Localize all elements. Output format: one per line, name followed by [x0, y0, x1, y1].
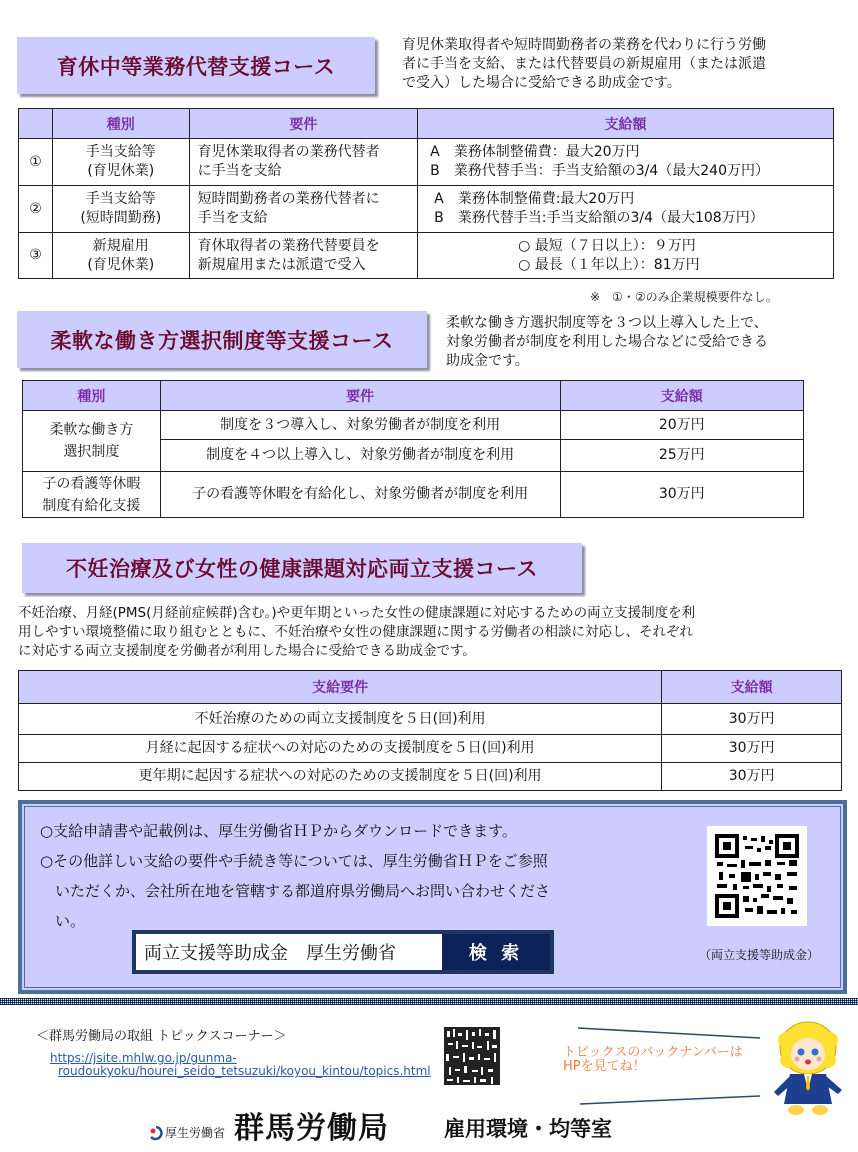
- header-type: 種別: [23, 381, 161, 411]
- mascot-character-icon: [768, 1018, 848, 1120]
- course-description-2: 柔軟な働き方選択制度等を３つ以上導入した上で、 対象労働者が制度を利用した場合などに受給できる 助成金です。: [446, 315, 768, 369]
- header-type: 種別: [52, 109, 189, 139]
- search-input[interactable]: 両立支援等助成金 厚生労働省: [136, 934, 442, 970]
- course-table-3: [18, 670, 842, 791]
- footnote: ※ ①・②のみ企業規模要件なし。: [590, 290, 778, 304]
- topics-heading: ＜群馬労働局の取組 トピックスコーナー＞: [36, 1029, 287, 1044]
- qr-pattern-icon: [707, 826, 807, 926]
- header-amount: 支給額: [418, 109, 834, 139]
- table-row: 制度を４つ以上導入し、対象労働者が制度を利用 25万円: [23, 440, 804, 472]
- header-requirement: 要件: [189, 109, 417, 139]
- course-table-2: [22, 380, 804, 518]
- header-amount: 支給額: [662, 671, 842, 704]
- info-line: いただくか、会社所在地を管轄する都道府県労働局へお問い合わせくださ: [40, 882, 551, 900]
- topics-link[interactable]: https://jsite.mhlw.go.jp/gunma- roudoukyoku/hourei_seido_tetsuzuki/koyou_kintou/topics.html: [50, 1051, 431, 1078]
- header-requirement: 支給要件: [19, 671, 662, 704]
- table-row: 不妊治療のための両立支援制度を５日(回)利用 30万円: [19, 704, 842, 735]
- course-table-1: [18, 108, 834, 279]
- info-box: [18, 800, 847, 994]
- info-line: い。: [40, 912, 86, 930]
- bureau-name: 群馬労働局: [234, 1111, 389, 1146]
- info-line: ○支給申請書や記載例は、厚生労働省ＨＰからダウンロードできます。: [40, 822, 517, 840]
- topics-qr-code-icon[interactable]: [444, 1027, 500, 1085]
- course-description-3: 不妊治療、月経(PMS(月経前症候群)含む。)や更年期といった女性の健康課題に対応するための両立支援制度を利 用しやすい環境整備に取り組むとともに、不妊治療や女性の健康課題に関する労働者の相談に対応し、それぞれ に対応する両立支援制度を労働者が利用した場合に受給できる助成金です。: [18, 605, 696, 659]
- office-name: 雇用環境・均等室: [444, 1117, 612, 1141]
- header-requirement: 要件: [160, 381, 560, 411]
- course-description-1: 育児休業取得者や短時間勤務者の業務を代わりに行う労働 者に手当を支給、または代替要員の新規雇用（または派遣 で受入）した場合に受給できる助成金です。: [402, 37, 766, 91]
- table-row: ① 手当支給等 (育児休業) 育児休業取得者の業務代替者 に手当を支給 A 業務体制整備費：最大20万円 B 業務代替手当：手当支給額の3/4（最大240万円）: [19, 139, 834, 186]
- speech-text: トピックスのバックナンバーは HPを見てね！: [563, 1045, 743, 1074]
- info-line: ○その他詳しい支給の要件や手続き等については、厚生労働省ＨＰをご参照: [40, 852, 548, 870]
- search-button[interactable]: 検 索: [442, 934, 550, 970]
- course-title-1: 育休中等業務代替支援コース: [17, 37, 375, 94]
- table-row: 月経に起因する症状への対応のための支援制度を５日(回)利用 30万円: [19, 735, 842, 763]
- search-box: [132, 930, 554, 974]
- qr-caption: （両立支援等助成金）: [698, 948, 819, 962]
- ministry-name: 厚生労働省: [165, 1126, 226, 1140]
- table-row: ② 手当支給等 (短時間勤務) 短時間勤務者の業務代替者に 手当を支給 A 業務体制整備費:最大20万円 B 業務代替手当:手当支給額の3/4（最大108万円）: [19, 186, 834, 233]
- qr-code-icon[interactable]: [707, 826, 807, 926]
- table-row: 柔軟な働き方 選択制度 制度を３つ導入し、対象労働者が制度を利用 20万円: [23, 411, 804, 440]
- course-title-2: 柔軟な働き方選択制度等支援コース: [17, 311, 427, 368]
- table-row: 子の看護等休暇 制度有給化支援 子の看護等休暇を有給化し、対象労働者が制度を利用 30万円: [23, 472, 804, 518]
- divider: [0, 998, 858, 1005]
- table-row: 更年期に起因する症状への対応のための支援制度を５日(回)利用 30万円: [19, 763, 842, 791]
- course-title-3: 不妊治療及び女性の健康課題対応両立支援コース: [22, 543, 582, 593]
- table-row: ③ 新規雇用 (育児休業) 育休取得者の業務代替要員を 新規雇用または派遣で受入 ○ 最短（７日以上）：９万円 ○ 最長（１年以上）：81万円: [19, 233, 834, 279]
- header-amount: 支給額: [560, 381, 803, 411]
- ministry-logo-icon: [148, 1125, 164, 1141]
- header-no: [19, 109, 53, 139]
